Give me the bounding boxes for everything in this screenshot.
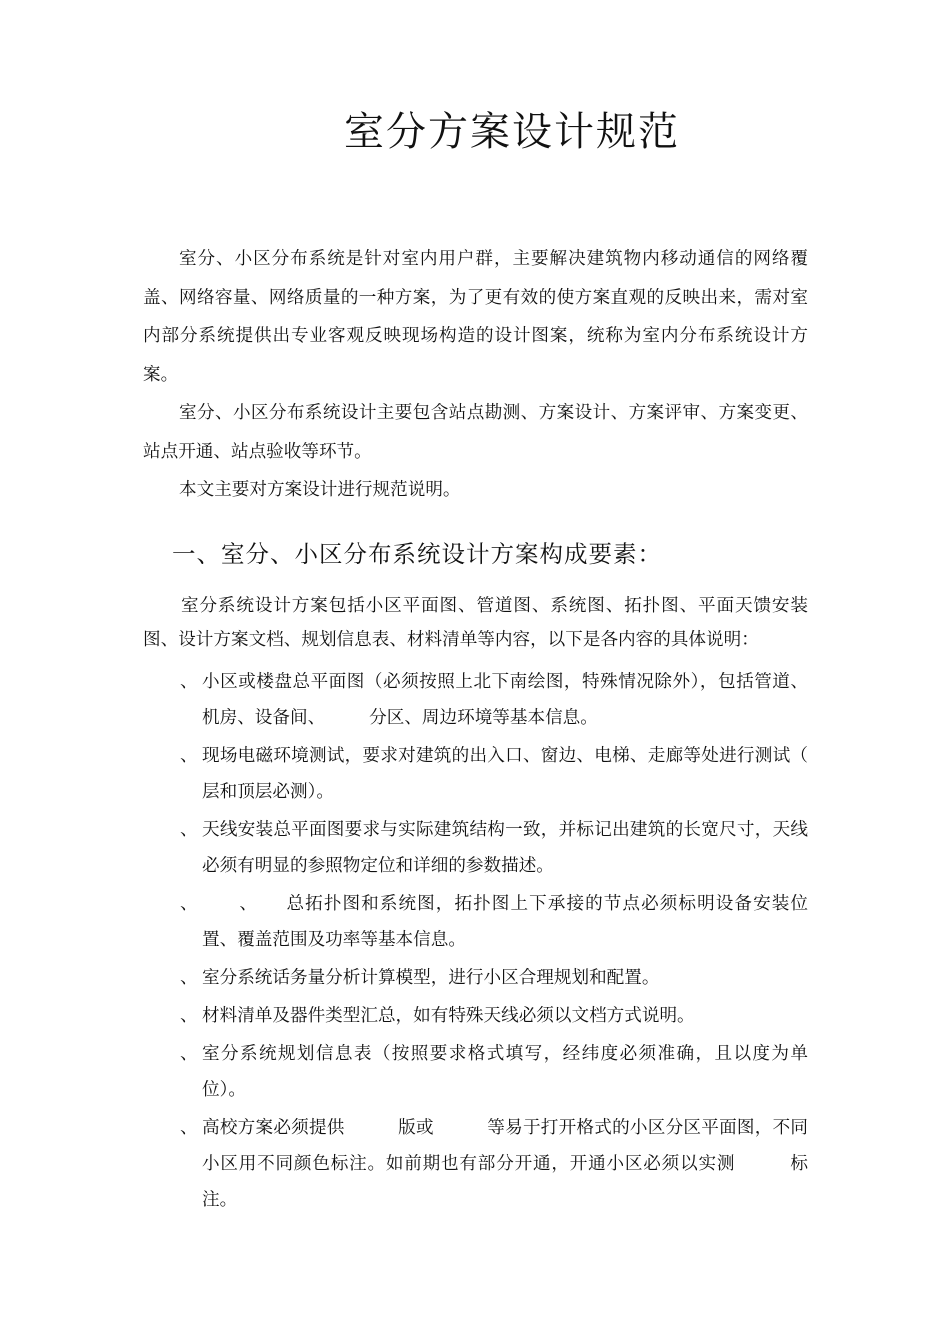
list-item: [180, 1036, 808, 1108]
intro-paragraph: 本文主要对方案设计进行规范说明。: [179, 480, 461, 500]
list-item: [180, 960, 808, 996]
list-item: [180, 738, 826, 810]
list-item-text: 现场电磁环境测试，要求对建筑的出入口、窗边、电梯、走廊等处进行测试（ 层和顶层必测）。: [202, 746, 826, 802]
list-bullet: 、: [180, 746, 198, 766]
section-intro-paragraph: 室分系统设计方案包括小区平面图、管道图、系统图、拓扑图、平面天馈安装图、设计方案文档、规划信息表、材料清单等内容，以下是各内容的具体说明：: [143, 596, 808, 650]
list-bullet: 、: [180, 820, 198, 840]
list-item: [180, 998, 808, 1034]
intro-section: [143, 240, 808, 510]
intro-paragraph: 室分、小区分布系统设计主要包含站点勘测、方案设计、方案评审、方案变更、站点开通、站点验收等环节。: [143, 403, 808, 462]
intro-paragraph: 室分、小区分布系统是针对室内用户群，主要解决建筑物内移动通信的网络覆盖、网络容量、网络质量的一种方案，为了更有效的使方案直观的反映出来，需对室内部分系统提供出专业客观反映现场构造的设计图案，统称为室内分布系统设计方案。: [143, 249, 808, 385]
list-item-text: 室分系统规划信息表（按照要求格式填写，经纬度必须准确，且以度为单位）。: [202, 1044, 808, 1100]
document-title: 室分方案设计规范: [344, 109, 680, 155]
list-bullet: 、: [180, 1044, 198, 1064]
requirements-list: [180, 664, 826, 1220]
list-item-text: 材料清单及器件类型汇总，如有特殊天线必须以文档方式说明。: [202, 1006, 695, 1026]
list-bullet: 、: [180, 894, 198, 914]
list-item: [180, 664, 808, 736]
list-item-text: 室分系统话务量分析计算模型，进行小区合理规划和配置。: [202, 968, 660, 988]
section-heading: 一、室分、小区分布系统设计方案构成要素：: [172, 540, 662, 568]
list-item-text: 天线安装总平面图要求与实际建筑结构一致，并标记出建筑的长宽尺寸，天线必须有明显的参照物定位和详细的参数描述。: [202, 820, 808, 876]
section-intro: [143, 589, 808, 657]
list-item-text: 、 总拓扑图和系统图，拓扑图上下承接的节点必须标明设备安装位置、覆盖范围及功率等基本信息。: [202, 894, 808, 950]
list-item: [180, 812, 808, 884]
list-bullet: 、: [180, 672, 198, 692]
list-item-text: 高校方案必须提供 版或 等易于打开格式的小区分区平面图，不同小区用不同颜色标注。如前期也有部分开通，开通小区必须以实测 标注。: [202, 1118, 808, 1210]
list-bullet: 、: [180, 1006, 198, 1026]
list-bullet: 、: [180, 968, 198, 988]
list-item-text: 小区或楼盘总平面图（必须按照上北下南绘图，特殊情况除外），包括管道、机房、设备间、 分区、周边环境等基本信息。: [202, 672, 808, 728]
list-bullet: 、: [180, 1118, 198, 1138]
list-item: [180, 886, 808, 958]
list-item: [180, 1110, 808, 1218]
